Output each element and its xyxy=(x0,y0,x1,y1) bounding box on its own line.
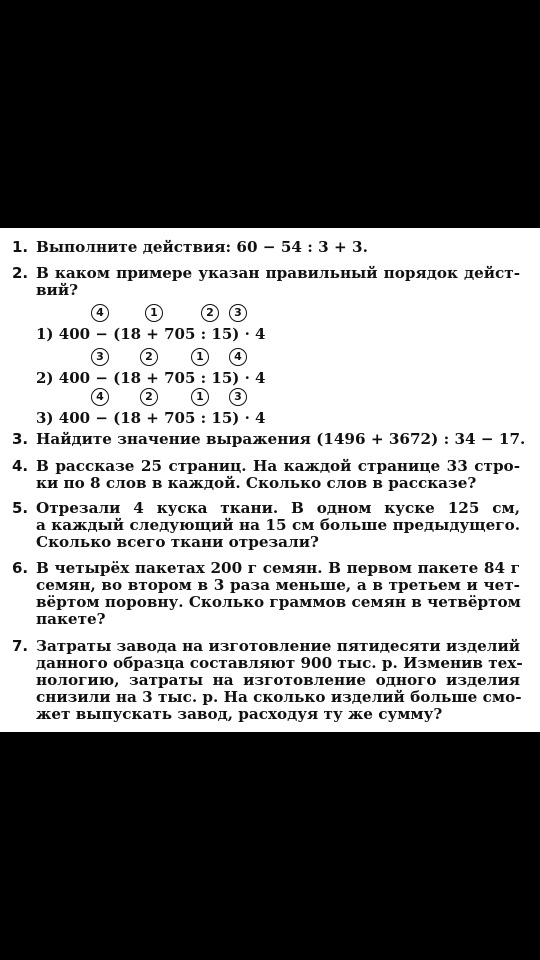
task-text-line: Сколько всего ткани отрезали? xyxy=(36,533,319,551)
task-text-line: пакете? xyxy=(36,610,106,628)
task-number: 4. xyxy=(12,457,29,475)
task-text-line: снизили на 3 тыс. р. На сколько изделий больше смо- xyxy=(36,688,522,706)
option-label: 1) xyxy=(36,325,54,343)
expression-text: 400 − (18 + 705 : 15) · 4 xyxy=(58,369,266,387)
task-text-line: В каком примере указан правильный порядок дейст- xyxy=(36,264,520,282)
order-marker: 1 xyxy=(145,304,163,322)
task-number: 3. xyxy=(12,430,29,448)
task-text-line: нологию, затраты на изготовление одного изделия xyxy=(36,671,520,689)
task-text-line: Найдите значение выражения (1496 + 3672) : 34 − 17. xyxy=(36,430,526,448)
task-number: 7. xyxy=(12,637,29,655)
task-text-line: В рассказе 25 страниц. На каждой странице 33 стро- xyxy=(36,457,520,475)
order-marker: 4 xyxy=(229,348,247,366)
option-2 xyxy=(36,348,336,392)
task-text-line: данного образца составляют 900 тыс. р. Изменив тех- xyxy=(36,654,523,672)
order-marker: 2 xyxy=(201,304,219,322)
order-marker: 3 xyxy=(229,304,247,322)
order-marker: 1 xyxy=(191,348,209,366)
order-marker: 1 xyxy=(191,388,209,406)
option-expression xyxy=(36,408,265,428)
order-marker: 2 xyxy=(140,348,158,366)
option-expression xyxy=(36,324,265,344)
option-1 xyxy=(36,304,336,348)
option-label: 2) xyxy=(36,369,54,387)
worksheet-page xyxy=(0,228,540,732)
task-number: 5. xyxy=(12,499,29,517)
expression-text: 400 − (18 + 705 : 15) · 4 xyxy=(58,325,266,343)
task-number: 1. xyxy=(12,238,29,256)
order-marker: 4 xyxy=(91,304,109,322)
task-number: 6. xyxy=(12,559,29,577)
task-text-line: В четырёх пакетах 200 г семян. В первом пакете 84 г xyxy=(36,559,520,577)
order-marker: 3 xyxy=(91,348,109,366)
task-number: 2. xyxy=(12,264,29,282)
task-text-line: ки по 8 слов в каждой. Сколько слов в рассказе? xyxy=(36,474,477,492)
expression-text: 400 − (18 + 705 : 15) · 4 xyxy=(58,409,266,427)
task-text-line: вёртом поровну. Сколько граммов семян в четвёртом xyxy=(36,593,521,611)
task-text-line: жет выпускать завод, расходуя ту же сумму? xyxy=(36,705,443,723)
order-marker: 3 xyxy=(229,388,247,406)
order-marker: 2 xyxy=(140,388,158,406)
task-text-line: Выполните действия: 60 − 54 : 3 + 3. xyxy=(36,238,368,256)
task-text-line: вий? xyxy=(36,281,78,299)
task-text-line: Затраты завода на изготовление пятидесяти изделий xyxy=(36,637,520,655)
order-marker: 4 xyxy=(91,388,109,406)
option-expression xyxy=(36,368,265,388)
task-text-line: Отрезали 4 куска ткани. В одном куске 125 см, xyxy=(36,499,520,517)
task-text-line: а каждый следующий на 15 см больше предыдущего. xyxy=(36,516,520,534)
option-label: 3) xyxy=(36,409,54,427)
option-3 xyxy=(36,388,336,432)
task-text-line: семян, во втором в 3 раза меньше, а в третьем и чет- xyxy=(36,576,520,594)
